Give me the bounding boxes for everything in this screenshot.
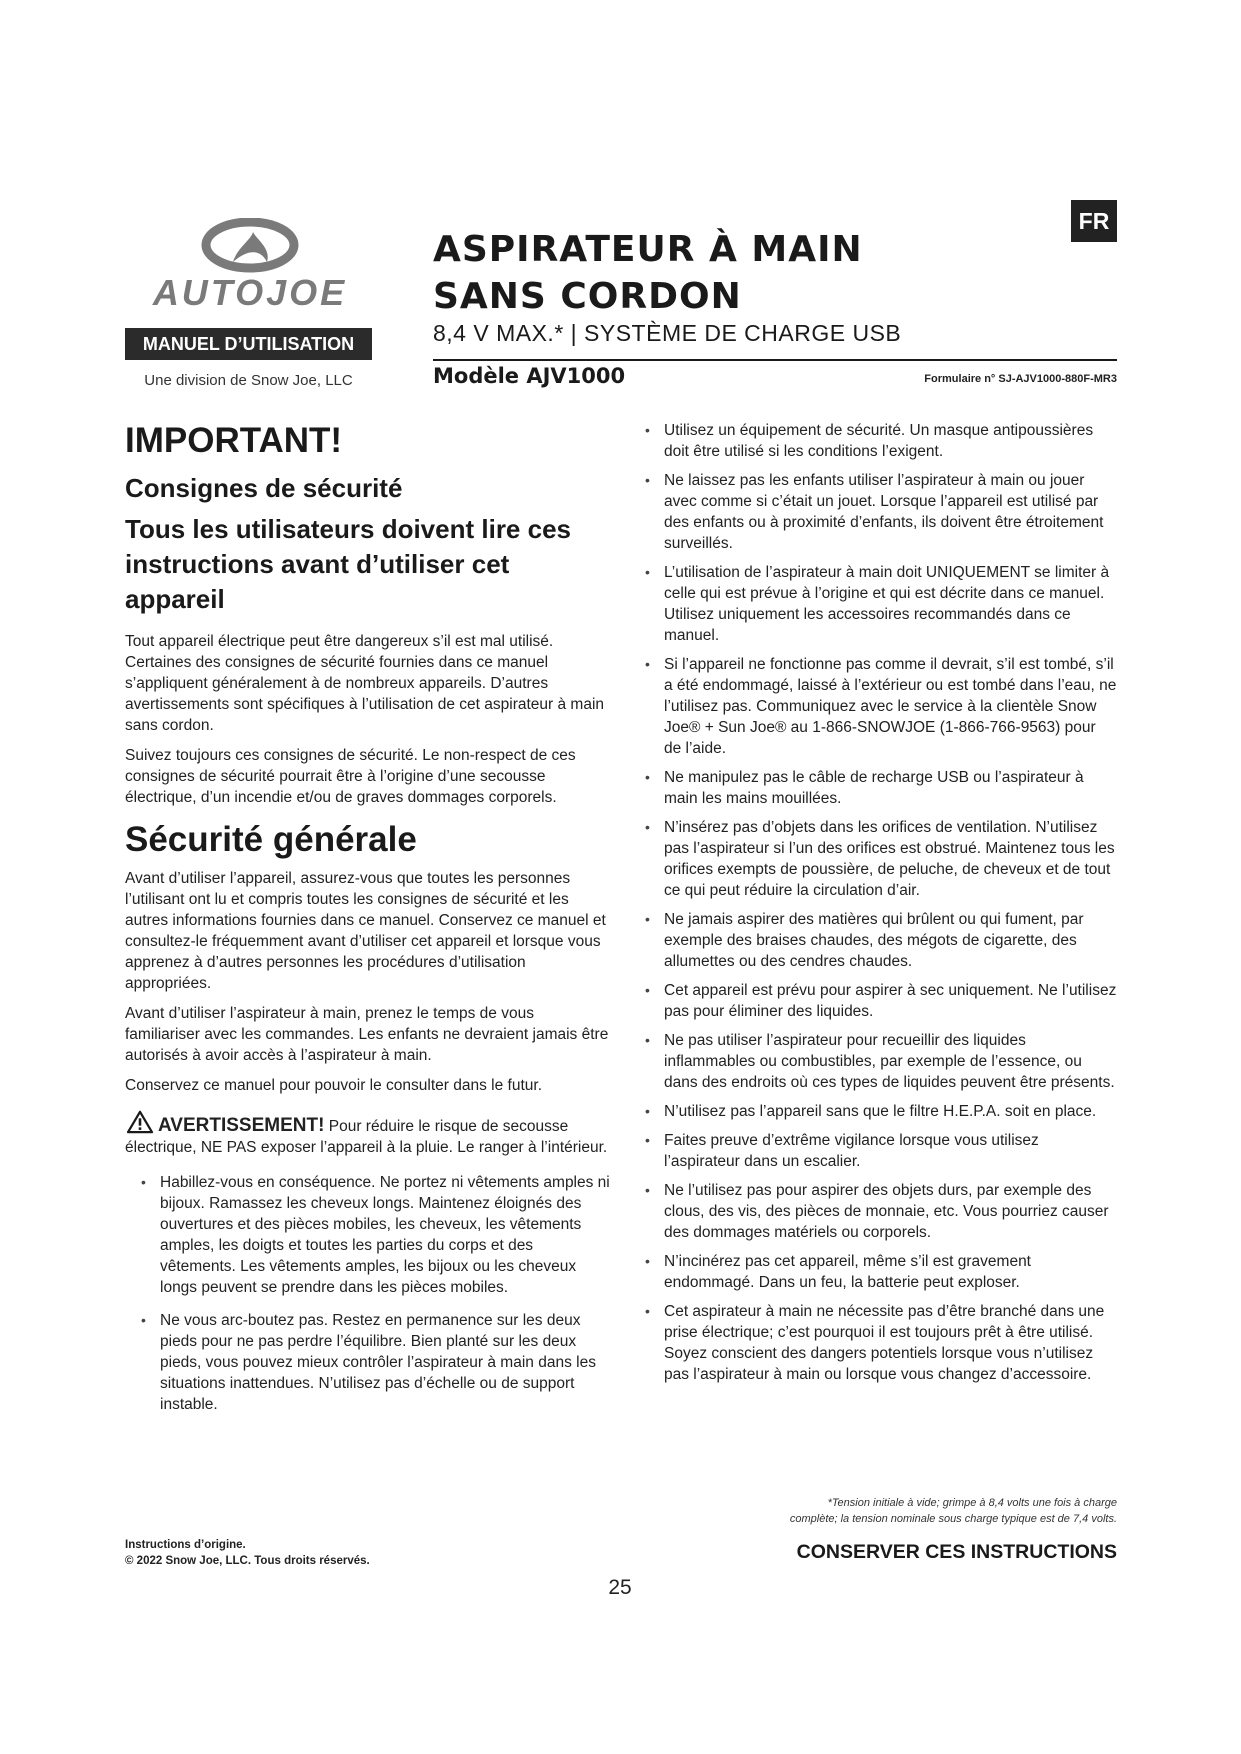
manual-label-bar: MANUEL D’UTILISATION bbox=[125, 328, 372, 360]
list-item: • Ne laissez pas les enfants utiliser l’aspirateur à main ou jouer avec comme si c’était un jouet. Lorsque l’appareil est utilisé par des enfants ou à proximité d’enfants, ils doivent être étroitement surveillés. bbox=[641, 470, 1117, 554]
header-divider bbox=[433, 359, 1117, 361]
general-safety-paragraph-2: Avant d’utiliser l’aspirateur à main, prenez le temps de vous familiariser avec les commandes. Les enfants ne devraient jamais être autorisés à avoir accès à l’aspirateur à main. bbox=[125, 1005, 609, 1064]
general-safety-heading: Sécurité générale bbox=[125, 820, 417, 859]
list-item: • Cet aspirateur à main ne nécessite pas d’être branché dans une prise électrique; c’est pourquoi il est toujours prêt à être utilisé. Soyez conscient des dangers potentiels lorsque vous n’utilisez pas l’aspirateur à main ou lorsque vous changez d’accessoire. bbox=[641, 1301, 1117, 1385]
product-subtitle: 8,4 V MAX.* | SYSTÈME DE CHARGE USB bbox=[433, 320, 902, 346]
division-text: Une division de Snow Joe, LLC bbox=[144, 372, 353, 389]
right-bullet-list bbox=[641, 420, 1117, 1385]
list-item: • Si l’appareil ne fonctionne pas comme il devrait, s’il est tombé, s’il a été endommagé, laissé à l’extérieur ou est tombé dans l’eau, ne l’utilisez pas. Communiquez avec le service à la clientèle Snow Joe® + Sun Joe® au 1-866-SNOWJOE (1-866-766-9563) pour de l’aide. bbox=[641, 654, 1117, 759]
keep-instructions-heading: CONSERVER CES INSTRUCTIONS bbox=[796, 1541, 1117, 1563]
brand-logo-mark-icon bbox=[125, 218, 375, 274]
list-item: • Ne vous arc-boutez pas. Restez en permanence sur les deux pieds pour ne pas perdre l’équilibre. Bien planté sur les deux pieds, vous pouvez mieux contrôler l’aspirateur à main dans les situations inattendues. N’utilisez pas d’échelle ou de support instable. bbox=[137, 1310, 610, 1415]
language-badge: FR bbox=[1071, 200, 1117, 242]
read-instructions-heading: Tous les utilisateurs doivent lire ces instructions avant d’utiliser cet appareil bbox=[125, 514, 571, 614]
product-title-line1: ASPIRATEUR À MAIN bbox=[433, 229, 863, 270]
footnote-line-1: *Tension initiale à vide; grimpe à 8,4 volts une fois à charge bbox=[827, 1497, 1117, 1509]
copyright-text: © 2022 Snow Joe, LLC. Tous droits réservés. bbox=[125, 1555, 370, 1567]
voltage-footnote bbox=[700, 1495, 1117, 1527]
page-number: 25 bbox=[608, 1576, 632, 1599]
brand-wordmark: AUTOJOE bbox=[152, 272, 348, 313]
left-column bbox=[125, 420, 610, 1423]
form-reference: Formulaire n° SJ-AJV1000-880F-MR3 bbox=[924, 373, 1117, 385]
general-safety-paragraph-1: Avant d’utiliser l’appareil, assurez-vous que toutes les personnes l’utilisant ont lu et compris toutes les consignes de sécurité et les autres informations fournies dans ce manuel. Conservez ce manuel et consultez-le fréquemment avant d’utiliser cet appareil et lorsque vous apprenez à d’autres personnes les procédures d’utilisation appropriées. bbox=[125, 870, 606, 992]
warning-title: AVERTISSEMENT! bbox=[158, 1115, 325, 1136]
list-item: • L’utilisation de l’aspirateur à main doit UNIQUEMENT se limiter à celle qui est prévue à l’origine et qui est décrite dans ce manuel. Utilisez uniquement les accessoires recommandés dans ce manuel. bbox=[641, 562, 1117, 646]
list-item: • Utilisez un équipement de sécurité. Un masque antipoussières doit être utilisé si les conditions l’exigent. bbox=[641, 420, 1117, 462]
follow-paragraph: Suivez toujours ces consignes de sécurité. Le non-respect de ces consignes de sécurité pourrait être à l’origine d’une secousse électrique, d’un incendie et/ou de graves dommages corporels. bbox=[125, 747, 576, 806]
list-item: • N’incinérez pas cet appareil, même s’il est gravement endommagé. Dans un feu, la batterie peut exploser. bbox=[641, 1251, 1117, 1293]
model-number: Modèle AJV1000 bbox=[433, 364, 626, 388]
list-item: • Ne manipulez pas le câble de recharge USB ou l’aspirateur à main les mains mouillées. bbox=[641, 767, 1117, 809]
list-item: • Habillez-vous en conséquence. Ne portez ni vêtements amples ni bijoux. Ramassez les cheveux longs. Maintenez éloignés des ouvertures et des pièces mobiles, les cheveux, les vêtements amples, les doigts et toutes les parties du corps et des vêtements. Les vêtements amples, les bijoux ou les cheveux longs peuvent se prendre dans les pièces mobiles. bbox=[137, 1172, 610, 1298]
important-heading: IMPORTANT! bbox=[125, 421, 343, 460]
warning-paragraph bbox=[125, 1110, 610, 1158]
footnote-line-2: complète; la tension nominale sous charge typique est de 7,4 volts. bbox=[789, 1513, 1117, 1525]
copyright-block bbox=[125, 1537, 545, 1569]
brand-logo bbox=[125, 218, 375, 318]
general-safety-paragraph-3: Conservez ce manuel pour pouvoir le consulter dans le futur. bbox=[125, 1077, 543, 1094]
product-title bbox=[433, 226, 1033, 320]
list-item: • Ne l’utilisez pas pour aspirer des objets durs, par exemple des clous, des vis, des pièces de monnaie, etc. Vous pourriez causer des dommages matériels ou corporels. bbox=[641, 1180, 1117, 1243]
list-item: • Ne pas utiliser l’aspirateur pour recueillir des liquides inflammables ou combustibles, par exemple de l’essence, ou dans des endroits où ces types de liquides peuvent être présents. bbox=[641, 1030, 1117, 1093]
safety-instructions-heading: Consignes de sécurité bbox=[125, 473, 403, 503]
warning-triangle-icon bbox=[125, 1110, 155, 1134]
original-instructions-note: Instructions d’origine. bbox=[125, 1539, 246, 1551]
list-item: • N’insérez pas d’objets dans les orifices de ventilation. N’utilisez pas l’aspirateur si l’un des orifices est obstrué. Maintenez tous les orifices exempts de poussière, de peluche, de cheveux et de tout ce qui peut réduire la circulation d’air. bbox=[641, 817, 1117, 901]
list-item: • Ne jamais aspirer des matières qui brûlent ou qui fument, par exemple des braises chaudes, des mégots de cigarette, des allumettes ou des cendres chaudes. bbox=[641, 909, 1117, 972]
intro-paragraph: Tout appareil électrique peut être dangereux s’il est mal utilisé. Certaines des consignes de sécurité fournies dans ce manuel s’appliquent généralement à de nombreux appareils. D’autres avertissements sont spécifiques à l’utilisation de cet aspirateur à main sans cordon. bbox=[125, 633, 605, 734]
left-bullet-list bbox=[137, 1172, 610, 1415]
list-item: • Cet appareil est prévu pour aspirer à sec uniquement. Ne l’utilisez pas pour éliminer des liquides. bbox=[641, 980, 1117, 1022]
list-item: • N’utilisez pas l’appareil sans que le filtre H.E.P.A. soit en place. bbox=[641, 1101, 1117, 1122]
list-item: • Faites preuve d’extrême vigilance lorsque vous utilisez l’aspirateur dans un escalier. bbox=[641, 1130, 1117, 1172]
product-title-line2: SANS CORDON bbox=[433, 276, 742, 317]
warning-text: Pour réduire le risque de secousse électrique, NE PAS exposer l’appareil à la pluie. Le ranger à l’intérieur. bbox=[125, 1118, 608, 1156]
right-column bbox=[641, 420, 1117, 1393]
